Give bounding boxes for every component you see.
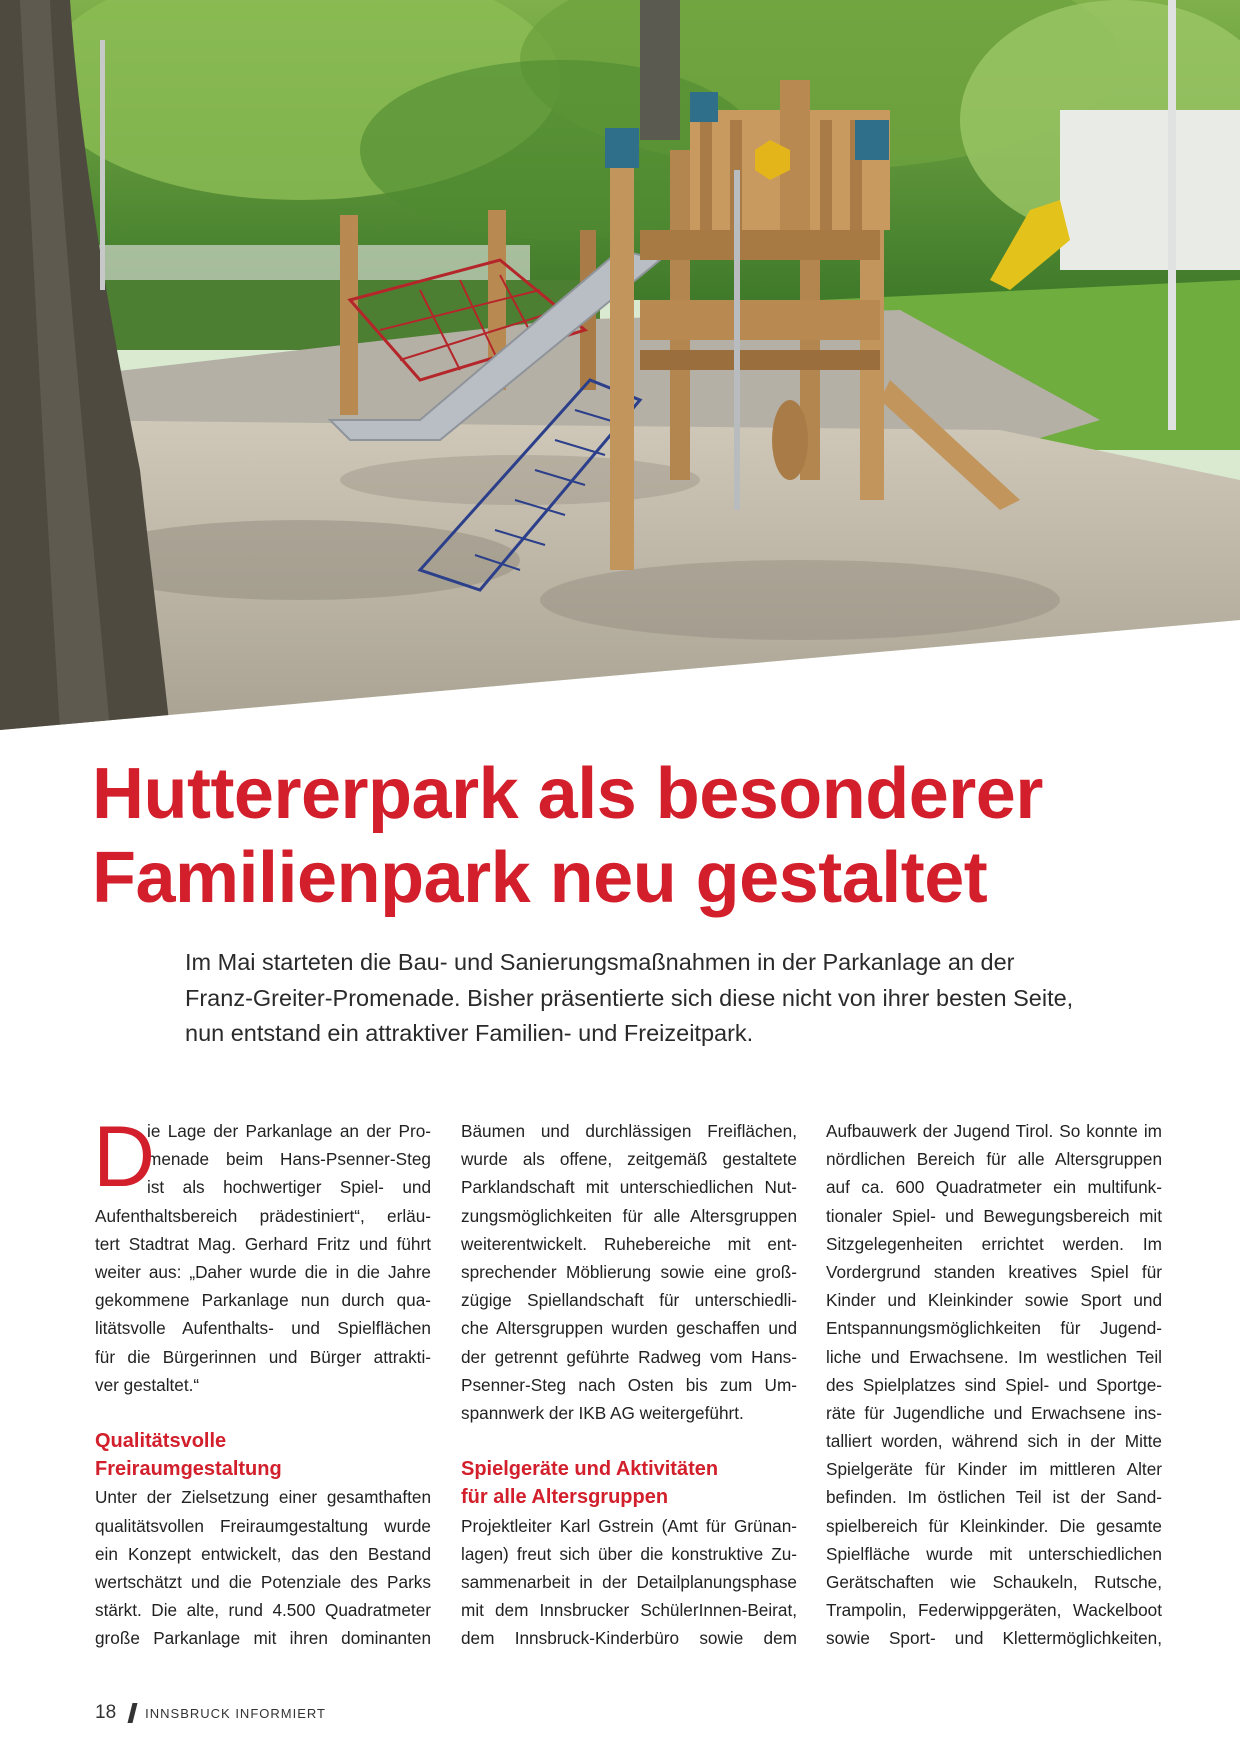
subheading: Qualitätsvolle [95,1430,227,1453]
text-line: qualitätsvollen Freiraumgestaltung wurde [95,1515,431,1536]
text-line: menade beim Hans-Psenner-Steg [147,1149,431,1170]
wooden-post [340,215,358,415]
text-line: nördlichen Bereich für alle Altersgruppen [826,1149,1162,1170]
text-line: spannwerk der IKB AG weitergeführt. [461,1402,744,1423]
text-line: sowie Sport- und Klettermöglichkeiten, [826,1628,1162,1649]
text-line: Vordergrund standen kreatives Spiel für [826,1261,1162,1282]
text-line: weiterentwickelt. Ruhebereiche mit ent- [461,1233,797,1254]
lead-paragraph [185,945,1185,1052]
subheading: für alle Altersgruppen [461,1486,669,1509]
text-line: große Parkanlage mit ihren dominanten [95,1628,431,1649]
text-line: gekommene Parkanlage nun durch qua- [95,1290,431,1311]
column-2 [461,1117,797,1653]
text-line: Projektleiter Karl Gstrein (Amt für Grünan- [461,1515,797,1536]
lamp-post [1168,0,1176,430]
text-line: Parklandschaft mit unterschiedlichen Nut- [461,1177,797,1198]
text-line: ist als hochwertiger Spiel- und [147,1177,431,1198]
text-line: Entspannungsmöglichkeiten für Jugend- [826,1318,1162,1339]
lead-line: Im Mai starteten die Bau- und Sanierungsmaßnahmen in der Parkanlage an der [185,949,1015,975]
lead-line: Franz-Greiter-Promenade. Bisher präsentierte sich diese nicht von ihrer besten Seite, [185,984,1074,1011]
text-line: Gerätschaften wie Schaukeln, Rutsche, [826,1572,1162,1592]
article-title [92,752,1192,920]
text-line: Aufbauwerk der Jugend Tirol. So konnte im [826,1121,1162,1141]
text-line: litätsvolle Aufenthalts- und Spielflächen [95,1318,431,1339]
title-line-1: Huttererpark als besonderer [92,754,1043,834]
publication-name: INNSBRUCK INFORMIERT [145,1705,326,1721]
subheading: Freiraumgestaltung [95,1458,282,1481]
page-number: 18 [95,1702,117,1723]
page-footer [95,1700,326,1726]
text-line: Bäumen und durchlässigen Freiflächen, [461,1121,797,1141]
text-line: wertschätzt und die Potenziale des Parks [95,1572,431,1593]
playground-illustration [0,0,1240,730]
text-line: befinden. Im östlichen Teil ist der Sand- [826,1487,1162,1508]
text-line: Trampolin, Federwippgeräten, Wackelboot [826,1600,1162,1621]
text-line: Sitzgelegenheiten errichtet werden. Im [826,1233,1162,1254]
text-line: che Altersgruppen wurden geschaffen und [461,1318,797,1339]
title-line-2: Familienpark neu gestaltet [92,838,988,918]
lamp-post [100,40,105,290]
subheading: Spielgeräte und Aktivitäten [461,1458,719,1481]
text-line: wurde als offene, zeitgemäß gestaltete [461,1149,797,1170]
text-line: ver gestaltet.“ [95,1374,200,1395]
text-line: tionaler Spiel- und Bewegungsbereich mit [826,1205,1162,1226]
column-3 [826,1117,1162,1653]
drop-cap: D [93,1109,156,1205]
text-line: sammenarbeit in der Detailplanungsphase [461,1572,797,1593]
text-line: mit dem Innsbrucker SchülerInnen-Beirat, [461,1600,797,1621]
text-line: zungsmöglichkeiten für alle Altersgruppen [461,1205,797,1226]
text-line: Aufenthaltsbereich prädestiniert“, erläu- [95,1205,431,1226]
text-line: lagen) freut sich über die konstruktive Zu- [461,1543,797,1564]
text-line: räte für Jugendliche und Erwachsene ins- [826,1402,1162,1423]
text-line: dem Innsbruck-Kinderbüro sowie dem [461,1628,797,1649]
fence [50,245,530,285]
text-line: talliert worden, während sich in der Mitte [826,1431,1162,1452]
text-line: der getrennt geführte Radweg vom Hans- [461,1346,797,1367]
text-line: ein Konzept entwickelt, das den Bestand [95,1543,431,1564]
text-line: sprechender Möblierung sowie eine groß- [461,1261,797,1282]
text-line: stärkt. Die alte, rund 4.500 Quadratmeter [95,1600,431,1621]
text-line: auf ca. 600 Quadratmeter ein multifunk- [826,1177,1162,1198]
text-line: Spielgeräte für Kinder im mittleren Alter [826,1459,1162,1480]
text-line: liche und Erwachsene. Im westlichen Teil [826,1346,1162,1367]
text-line: Unter der Zielsetzung einer gesamthaften [95,1487,431,1508]
slash-divider [128,1703,138,1723]
hero-photo [0,0,1240,730]
text-line: weiter aus: „Daher wurde die in die Jahre [95,1261,431,1282]
text-line: Spielfläche wurde mit unterschiedlichen [826,1543,1162,1564]
text-line: spielbereich für Kleinkinder. Die gesamte [826,1515,1162,1536]
building [1060,110,1240,270]
text-line: zügige Spiellandschaft für unterschiedli- [461,1290,797,1311]
text-line: Kinder und Kleinkinder sowie Sport und [826,1290,1162,1311]
text-line: ie Lage der Parkanlage an der Pro- [147,1121,431,1141]
lead-line: nun entstand ein attraktiver Familien- und Freizeitpark. [185,1020,754,1046]
text-line: des Spielplatzes sind Spiel- und Sportge- [826,1374,1162,1395]
text-line: für die Bürgerinnen und Bürger attrakti- [95,1346,431,1367]
text-line: tert Stadtrat Mag. Gerhard Fritz und führt [95,1233,431,1254]
text-line: Psenner-Steg nach Osten bis zum Um- [461,1374,797,1395]
column-1 [93,1109,431,1653]
